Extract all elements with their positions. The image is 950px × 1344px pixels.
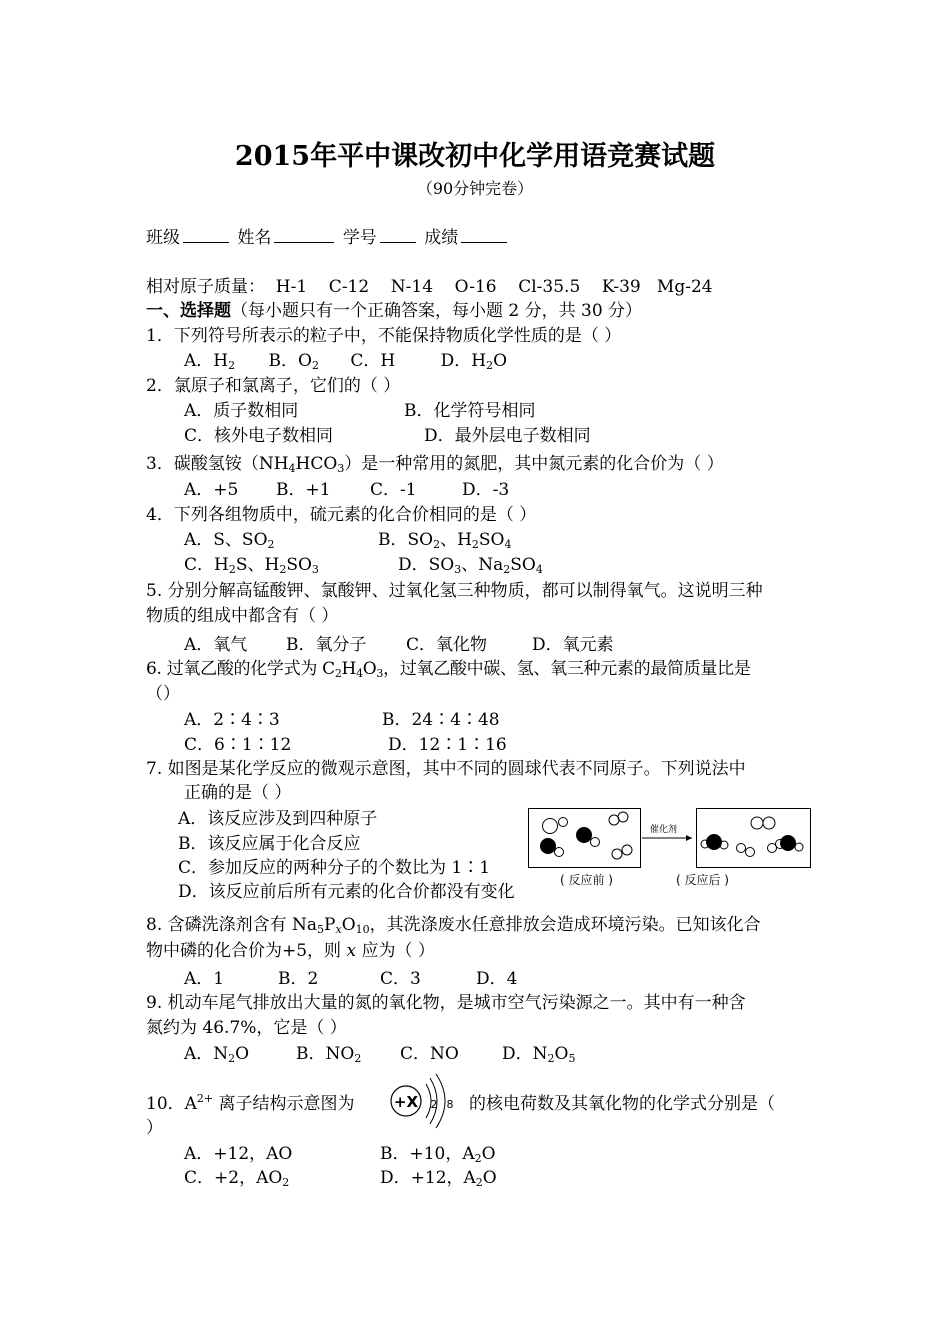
shell2-count: 8 [446,1098,454,1111]
q6-option-c[interactable]: C．6∶1∶12 [184,735,292,755]
before-label: ( 反应前 ) [560,873,613,887]
nucleus-charge: +X [393,1093,419,1111]
q4-option-a[interactable]: A．S、$SO_2$ [184,530,275,551]
q6-option-a[interactable]: A．2∶4∶3 [184,710,280,730]
q8-stem-line1: 8. 含磷洗涤剂含有 $Na_5P_xO_{10}$，其洗涤废水任意排放会造成环境污染。已知该化合 [146,915,761,936]
q2-option-a[interactable]: A．质子数相同 [184,401,299,421]
q7-stem-line1: 7. 如图是某化学反应的微观示意图，其中不同的圆球代表不同原子。下列说法中 [146,759,746,779]
score-label: 成绩 [424,228,459,248]
q9-option-d[interactable]: D．$N_2O_5$ [502,1044,576,1065]
class-blank[interactable] [183,226,229,243]
q10-option-c[interactable]: C．+2，$AO_2$ [184,1168,290,1189]
before-molecules [540,812,632,859]
q2-option-c[interactable]: C．核外电子数相同 [184,426,334,446]
shell1-count: 2 [430,1098,438,1111]
ion-structure-diagram [386,1072,470,1130]
q5-option-d[interactable]: D．氧元素 [532,635,614,655]
q9-stem-line2: 氮约为 46.7%，它是（ ） [146,1018,347,1038]
q1-option-d[interactable]: D．$H_2O$ [440,351,508,372]
q4-option-d[interactable]: D．$SO_3$、$Na_2SO_4$ [398,555,543,576]
q10-option-d[interactable]: D．+12，$A_2O$ [380,1168,497,1189]
q2-option-b[interactable]: B．化学符号相同 [404,401,536,421]
q10-option-a[interactable]: A．+12，AO [184,1144,293,1164]
q2-option-d[interactable]: D．最外层电子数相同 [424,426,591,446]
q8-option-d[interactable]: D．4 [476,969,518,989]
q1-stem: 1．下列符号所表示的粒子中，不能保持物质化学性质的是（ ） [146,326,622,346]
q8-stem-line2: 物中磷的化合价为+5，则 x 应为（ ） [146,941,435,961]
score-blank[interactable] [461,226,507,243]
q7-option-b[interactable]: B．该反应属于化合反应 [178,834,361,854]
q7-stem-line2: 正确的是（ ） [184,783,292,803]
q3-option-c[interactable]: C．-1 [370,480,417,500]
q2-stem: 2．氯原子和氯离子，它们的（ ） [146,376,401,396]
q10-option-b[interactable]: B．+10，$A_2O$ [380,1144,496,1165]
q6-stem-line1: 6. 过氧乙酸的化学式为 $C_2H_4O_3$，过氧乙酸中碳、氢、氧三种元素的最简质量比是 [146,659,751,680]
q3-stem: 3．碳酸氢铵$(NH_4HCO_3)$是一种常用的氮肥，其中氮元素的化合价为（ ） [146,454,724,475]
q1-option-a[interactable]: A．$H_2$ [184,351,236,372]
q6-stem-line2: （） [146,684,180,704]
q4-stem: 4．下列各组物质中，硫元素的化合价相同的是（ ） [146,505,537,525]
q5-option-b[interactable]: B．氧分子 [286,635,367,655]
page-subtitle: （90分钟完卷） [416,179,534,198]
q3-option-a[interactable]: A．+5 [184,480,239,500]
catalyst-label: 催化剂 [650,825,678,835]
q7-option-c[interactable]: C．参加反应的两种分子的个数比为 1∶1 [178,858,491,878]
q10-stem-line2: ） [146,1118,163,1138]
id-label: 学号 [342,228,377,248]
q5-option-a[interactable]: A．氧气 [184,635,248,655]
q9-stem-line1: 9. 机动车尾气排放出大量的氮的氧化物，是城市空气污染源之一。其中有一种含 [146,993,746,1013]
id-blank[interactable] [380,226,416,243]
q3-option-d[interactable]: D．-3 [462,480,510,500]
q5-stem-line1: 5. 分别分解高锰酸钾、氯酸钾、过氧化氢三种物质，都可以制得氧气。这说明三种 [146,581,763,601]
q10-stem-pre: 10．$A^{2+}$ 离子结构示意图为 [146,1092,355,1114]
q1-option-b[interactable]: B．$O_2$ [268,351,319,372]
q9-option-c[interactable]: C．NO [400,1044,459,1064]
section1-note: （每小题只有一个正确答案，每小题 2 分，共 30 分） [231,301,643,321]
q7-option-a[interactable]: A．该反应涉及到四种原子 [178,809,378,829]
q4-option-b[interactable]: B．$SO_2$、$H_2SO_4$ [378,530,512,551]
student-info-line [146,226,510,249]
q8-option-c[interactable]: C．3 [380,969,421,989]
q1-option-c[interactable]: C．H [350,351,396,371]
q1-options [184,350,507,372]
section1-title: 一、选择题 [146,301,231,321]
q8-option-b[interactable]: B．2 [278,969,319,989]
q3-option-b[interactable]: B．+1 [276,480,331,500]
atomic-mass-line: 相对原子质量： H-1 C-12 N-14 O-16 Cl-35.5 K-39 Mg-24 [146,277,713,297]
reaction-diagram [528,802,814,892]
q5-stem-line2: 物质的组成中都含有（ ） [146,606,339,626]
q6-option-b[interactable]: B．24∶4∶48 [382,710,500,730]
name-label: 姓名 [237,228,272,248]
q9-option-a[interactable]: A．$N_2O$ [184,1044,250,1065]
section1-heading [146,300,642,322]
page-title: 2015年平中课改初中化学用语竞赛试题 [234,141,716,172]
class-label: 班级 [146,228,180,248]
q5-option-c[interactable]: C．氧化物 [406,635,488,655]
q4-option-c[interactable]: C．$H_2S$、$H_2SO_3$ [184,555,319,576]
q7-option-d[interactable]: D．该反应前后所有元素的化合价都没有变化 [178,882,515,902]
q10-stem-post: 的核电荷数及其氧化物的化学式分别是（ [469,1094,775,1114]
q9-option-b[interactable]: B．$NO_2$ [296,1044,362,1065]
q6-option-d[interactable]: D．12∶1∶16 [388,735,507,755]
after-label: ( 反应后 ) [676,873,729,887]
q8-option-a[interactable]: A．1 [184,969,225,989]
name-blank[interactable] [274,226,334,243]
after-molecules [701,817,803,857]
arrow-head-icon [686,835,692,841]
